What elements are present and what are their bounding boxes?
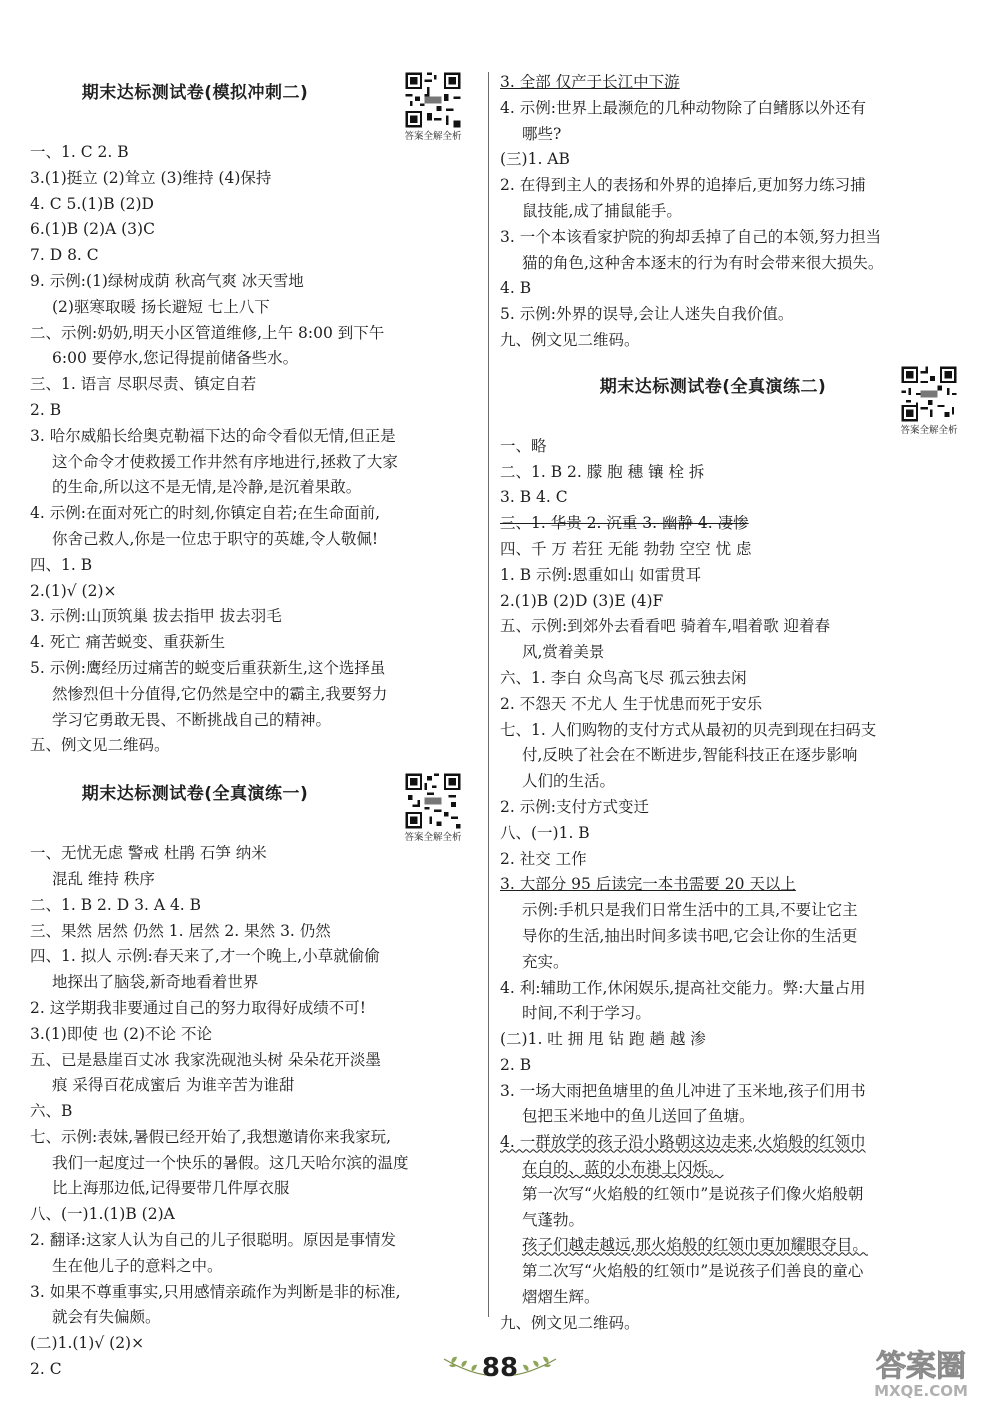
answer-line: 猫的角色,这种舍本逐末的行为有时会带来很大损失。: [522, 253, 884, 272]
answer-line: 二、1. B 2. 朦 胞 穗 镶 栓 拆: [500, 462, 705, 481]
answer-line: 在白的、蓝的小布褂上闪烁。: [522, 1159, 724, 1178]
qr-code-icon[interactable]: [899, 364, 959, 424]
answer-line: 鼠技能,成了捕鼠能手。: [522, 201, 682, 220]
answer-line: 2.(1)B (2)D (3)E (4)F: [500, 591, 664, 610]
watermark-brand: 答案圈: [876, 1349, 966, 1384]
answer-line: 4. C 5.(1)B (2)D: [30, 194, 154, 213]
answer-line: 4. 一群放学的孩子沿小路朝这边走来,火焰般的红领巾: [500, 1133, 866, 1152]
answer-line: 三、1. 语言 尽职尽责、镇定自若: [30, 375, 257, 394]
answer-line: 4. 示例:世界上最濒危的几种动物除了白鳍豚以外还有: [500, 98, 866, 117]
answer-line: 4. 死亡 痛苦蜕变、重获新生: [30, 633, 226, 652]
answer-line: 这个命令才使救援工作井然有序地进行,拯救了大家: [52, 452, 398, 471]
answer-line: 1. B 示例:恩重如山 如雷贯耳: [500, 565, 702, 584]
answer-line: 付,反映了社会在不断进步,智能科技正在逐步影响: [522, 746, 858, 765]
answer-line: 一、1. C 2. B: [30, 143, 129, 161]
qr-code-block[interactable]: [396, 771, 470, 844]
answer-line: 3. 一场大雨把鱼塘里的鱼儿冲进了玉米地,孩子们用书: [500, 1081, 866, 1100]
qr-caption: 答案全解全析: [900, 424, 958, 436]
answer-line: (2)驱寒取暖 扬长避短 七上八下: [52, 297, 270, 316]
answer-line: 风,赏着美景: [522, 643, 605, 662]
answer-line: 地探出了脑袋,新奇地看着世界: [52, 973, 259, 992]
answer-line: (三)1. AB: [500, 150, 570, 169]
answer-line: 充实。: [522, 952, 569, 971]
watermark-url: MXQE.COM: [874, 1382, 968, 1400]
answer-line: 五、已是悬崖百丈冰 我家洗砚池头树 朵朵花开淡墨: [30, 1050, 381, 1069]
answer-line: 八、(一)1.(1)B (2)A: [30, 1205, 175, 1224]
answer-line: 3. B 4. C: [500, 488, 568, 507]
answer-line: 2. 社交 工作: [500, 849, 587, 868]
answer-line: 5. 示例:外界的误导,会让人迷失自我价值。: [500, 305, 794, 324]
answer-line: 混乱 维持 秩序: [52, 869, 155, 888]
answer-line: 2. C: [30, 1360, 62, 1379]
answer-line: 九、例文见二维码。: [500, 1313, 640, 1332]
answer-line: 4. B: [500, 279, 532, 298]
answer-line: 六、B: [30, 1102, 73, 1121]
answer-line: 时间,不利于学习。: [522, 1004, 651, 1023]
answer-line: 八、(一)1. B: [500, 823, 590, 842]
answer-line: 第二次写“火焰般的红领巾”是说孩子们善良的童心: [522, 1262, 864, 1281]
answer-line: 包把玉米地中的鱼儿送回了鱼塘。: [522, 1107, 755, 1126]
answer-line: 7. D 8. C: [30, 246, 99, 265]
answer-line: 2.(1)√ (2)×: [30, 581, 117, 600]
answer-line: 一、略: [500, 436, 547, 455]
answer-line: 2. 在得到主人的表扬和外界的追捧后,更加努力练习捕: [500, 176, 866, 195]
answer-line: 二、示例:奶奶,明天小区管道维修,上午 8:00 到下午: [30, 323, 385, 342]
answer-line: 我们一起度过一个快乐的暑假。这几天哈尔滨的温度: [52, 1153, 409, 1172]
section-header: [30, 771, 470, 844]
qr-code-icon[interactable]: [403, 70, 463, 130]
answer-line: 二、1. B 2. D 3. A 4. B: [30, 895, 202, 914]
answer-line: 导你的生活,抽出时间多读书吧,它会让你的生活更: [522, 926, 858, 945]
left-column: [30, 70, 470, 1383]
answer-line: 痕 采得百花成蜜后 为谁辛苦为谁甜: [52, 1076, 295, 1095]
answer-line: 3. 全部 仅产于长江中下游: [500, 73, 680, 91]
answer-line: 3.(1)挺立 (2)耸立 (3)维持 (4)保持: [30, 168, 272, 187]
answer-line: 四、1. 拟人 示例:春天来了,才一个晚上,小草就偷偷: [30, 947, 380, 966]
leaf-ornament-icon: [512, 1355, 562, 1379]
answer-line: 3. 一个本该看家护院的狗却丢掉了自己的本领,努力担当: [500, 227, 882, 246]
answer-line: 孩子们越走越远,那火焰般的红领巾更加耀眼夺目。: [522, 1236, 868, 1255]
answer-line: 学习它勇敢无畏、不断挑战自己的精神。: [52, 710, 332, 729]
answer-line: (二)1. 吐 拥 甩 钻 跑 趟 越 渗: [500, 1030, 706, 1049]
answer-line: 气蓬勃。: [522, 1210, 585, 1229]
section-title: 期末达标测试卷(全真演练二): [599, 376, 827, 397]
right-column: [500, 70, 958, 1337]
answer-line: 4. 利:辅助工作,休闲娱乐,提高社交能力。弊:大量占用: [500, 978, 866, 997]
answer-line: 6:00 要停水,您记得提前储备些水。: [52, 349, 299, 368]
answer-line: 2. 示例:支付方式变迁: [500, 797, 649, 816]
answer-line: 五、例文见二维码。: [30, 736, 170, 755]
answer-line: 熠熠生辉。: [522, 1288, 600, 1307]
qr-caption: 答案全解全析: [404, 832, 462, 844]
answer-line: 3. 如果不尊重事实,只用感情亲疏作为判断是非的标准,: [30, 1282, 401, 1301]
answer-line: 9. 示例:(1)绿树成荫 秋高气爽 冰天雪地: [30, 271, 304, 290]
section-header: [500, 364, 958, 436]
answer-line: 的生命,所以这不是无情,是冷静,是沉着果敢。: [52, 478, 362, 497]
column-divider: [488, 72, 489, 1317]
answer-line: 哪些?: [522, 124, 562, 143]
answer-line: 就会有失偏颇。: [52, 1308, 161, 1327]
qr-code-block[interactable]: [892, 364, 966, 437]
answer-line: 人们的生活。: [522, 772, 616, 791]
answer-line: 6.(1)B (2)A (3)C: [30, 220, 155, 239]
answer-line: 3. 大部分 95 后读完一本书需要 20 天以上: [500, 875, 796, 894]
section-title: 期末达标测试卷(全真演练一): [81, 784, 309, 805]
answer-line: 九、例文见二维码。: [500, 330, 640, 349]
answer-line: 五、示例:到郊外去看看吧 骑着车,唱着歌 迎着春: [500, 617, 831, 636]
answer-line: 4. 示例:在面对死亡的时刻,你镇定自若;在生命面前,: [30, 504, 381, 523]
answer-line: 比上海那边低,记得要带几件厚衣服: [52, 1179, 290, 1198]
section-title: 期末达标测试卷(模拟冲刺二): [81, 83, 309, 103]
answer-line: 第一次写“火焰般的红领巾”是说孩子们像火焰般朝: [522, 1184, 864, 1203]
answer-line: 七、示例:表妹,暑假已经开始了,我想邀请你来我家玩,: [30, 1127, 392, 1146]
answer-line: 示例:手机只是我们日常生活中的工具,不要让它主: [522, 901, 858, 920]
qr-code-block[interactable]: [396, 70, 470, 143]
answer-line: 然惨烈但十分值得,它仍然是空中的霸主,我要努力: [52, 684, 388, 703]
answer-line: 七、1. 人们购物的支付方式从最初的贝壳到现在扫码支: [500, 720, 877, 739]
section-header: [30, 70, 470, 142]
answer-line: 3. 示例:山顶筑巢 拔去指甲 拔去羽毛: [30, 607, 282, 626]
answer-line: 5. 示例:鹰经历过痛苦的蜕变后重获新生,这个选择虽: [30, 658, 386, 677]
answer-line: 三、果然 居然 仍然 1. 居然 2. 果然 3. 仍然: [30, 921, 331, 940]
answer-line: 2. B: [500, 1055, 532, 1074]
answer-line: 六、1. 李白 众鸟高飞尽 孤云独去闲: [500, 668, 747, 687]
answer-line: (二)1.(1)√ (2)×: [30, 1334, 145, 1353]
answer-line: 2. 这学期我非要通过自己的努力取得好成绩不可!: [30, 998, 366, 1017]
watermark-logo: [852, 1342, 990, 1400]
answer-line: 四、1. B: [30, 555, 93, 574]
answer-line: 3. 哈尔威船长给奥克勒福下达的命令看似无情,但正是: [30, 426, 396, 445]
answer-line: 四、千 万 若狂 无能 勃勃 空空 忧 虑: [500, 539, 752, 558]
answer-line: 你舍己救人,你是一位忠于职守的英雄,令人敬佩!: [52, 529, 379, 548]
answer-line: 2. 翻译:这家人认为自己的儿子很聪明。原因是事情发: [30, 1231, 396, 1250]
answer-line: 三、1. 华贵 2. 沉重 3. 幽静 4. 凄惨: [500, 514, 749, 533]
answer-line: 2. B: [30, 400, 62, 419]
answer-line: 一、无忧无虑 警戒 杜鹃 石笋 纳米: [30, 844, 267, 863]
answer-line: 3.(1)即使 也 (2)不论 不论: [30, 1024, 212, 1043]
answer-line: 2. 不怨天 不尤人 生于忧患而死于安乐: [500, 694, 763, 713]
answer-line: 生在他儿子的意料之中。: [52, 1256, 223, 1275]
page-number: 88: [481, 1353, 519, 1383]
qr-code-icon[interactable]: [403, 771, 463, 831]
qr-caption: 答案全解全析: [404, 131, 462, 142]
